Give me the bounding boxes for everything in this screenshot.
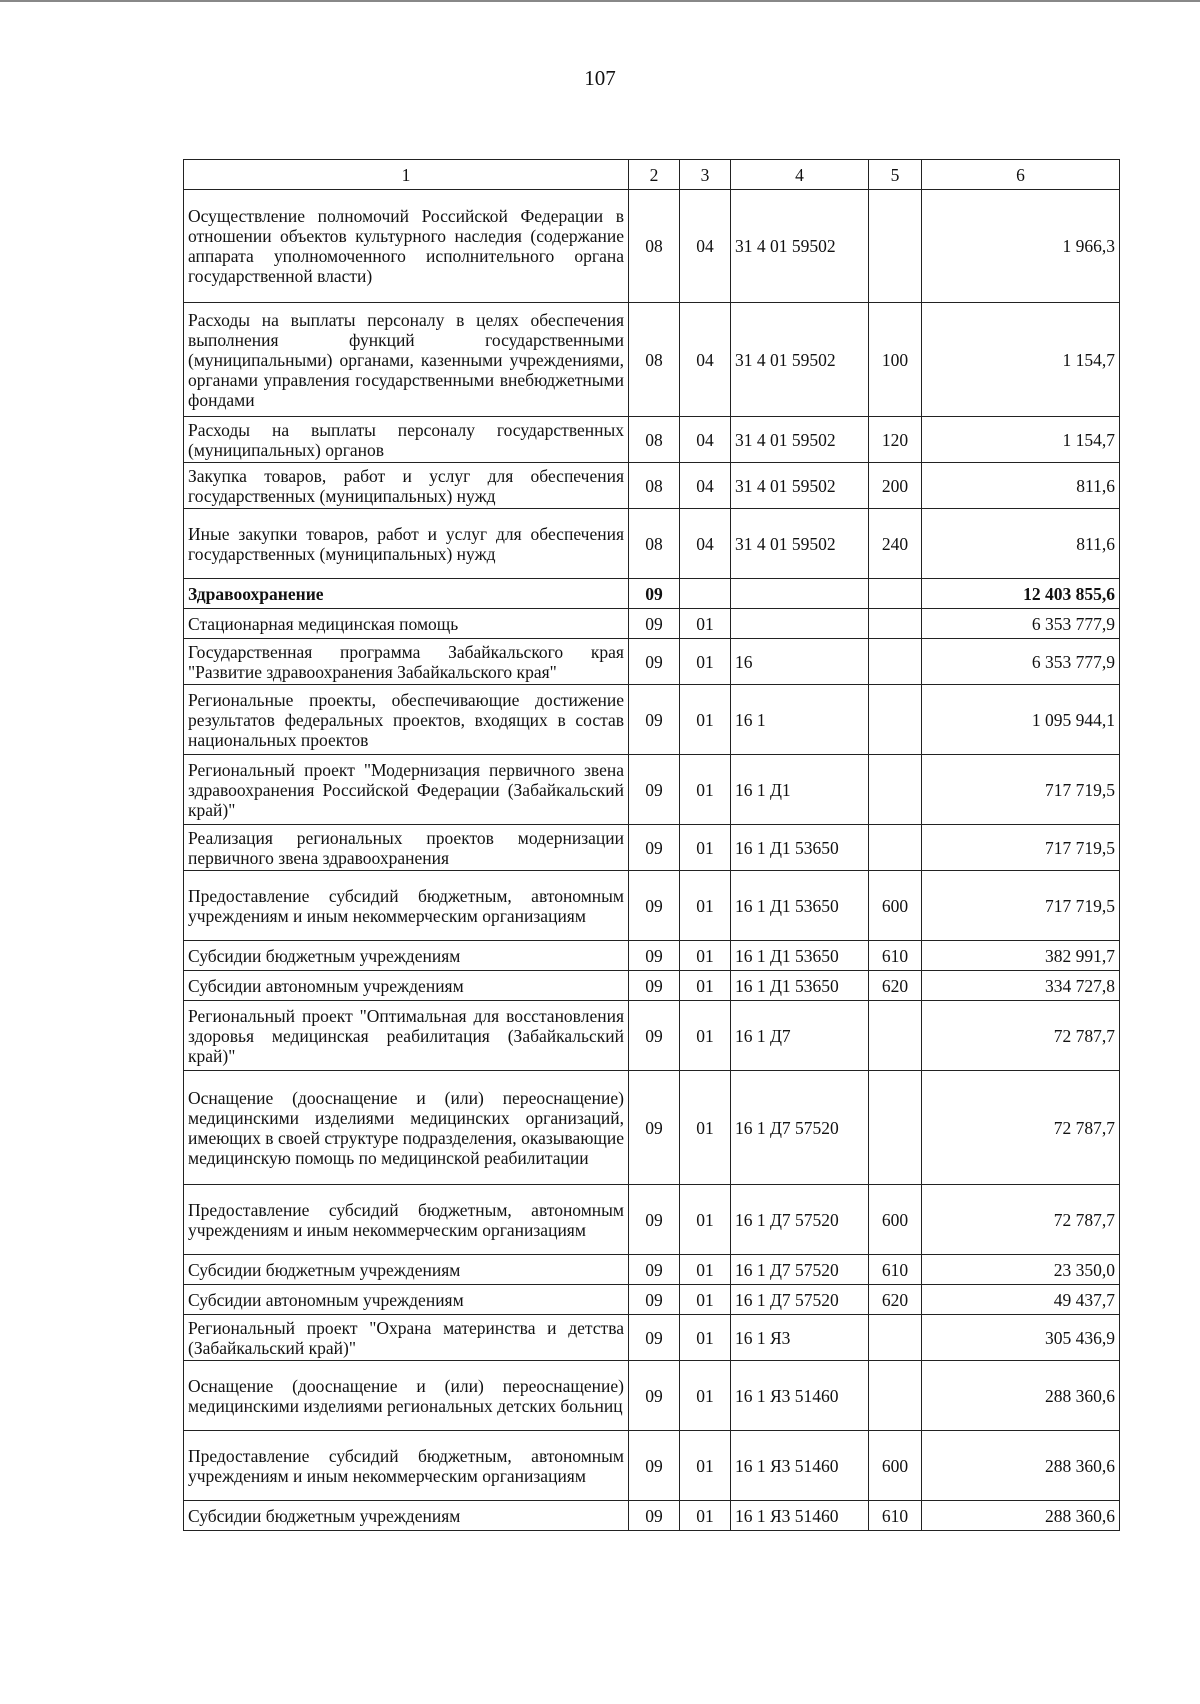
row-target-article-cell: 31 4 01 59502: [731, 417, 869, 463]
row-amount-cell: 811,6: [922, 463, 1120, 509]
table-row: [184, 609, 1120, 639]
row-name-cell: Субсидии бюджетным учреждениям: [184, 1255, 629, 1285]
row-section-cell: 08: [629, 303, 680, 417]
row-section-cell: 09: [629, 971, 680, 1001]
row-name-cell: Предоставление субсидий бюджетным, автономным учреждениям и иным некоммерческим организациям: [184, 1185, 629, 1255]
row-section-cell: 08: [629, 190, 680, 303]
row-subsection-cell: 01: [680, 609, 731, 639]
row-target-article-cell: 31 4 01 59502: [731, 190, 869, 303]
row-name-cell: Субсидии бюджетным учреждениям: [184, 941, 629, 971]
table-header-row: [184, 160, 1120, 190]
row-target-article-cell: [731, 609, 869, 639]
column-header-name: 1: [184, 160, 629, 190]
row-target-article-cell: 16 1 Д1 53650: [731, 941, 869, 971]
row-name-cell: Региональный проект "Охрана материнства и детства (Забайкальский край)": [184, 1315, 629, 1361]
row-expense-type-cell: [869, 755, 922, 825]
row-expense-type-cell: [869, 1361, 922, 1431]
row-section-cell: 09: [629, 579, 680, 609]
row-amount-cell: 334 727,8: [922, 971, 1120, 1001]
table-row: [184, 579, 1120, 609]
row-expense-type-cell: [869, 609, 922, 639]
table-row: [184, 1431, 1120, 1501]
row-target-article-cell: 16 1 Д7 57520: [731, 1285, 869, 1315]
row-target-article-cell: 16 1 Д1 53650: [731, 871, 869, 941]
row-expense-type-cell: 240: [869, 509, 922, 579]
row-name-cell: Региональные проекты, обеспечивающие достижение результатов федеральных проектов, входящих в состав национальных проектов: [184, 685, 629, 755]
row-target-article-cell: 16 1 Я3 51460: [731, 1501, 869, 1531]
row-amount-cell: 717 719,5: [922, 825, 1120, 871]
row-name-cell: Субсидии автономным учреждениям: [184, 971, 629, 1001]
row-subsection-cell: 01: [680, 941, 731, 971]
row-name-cell: Реализация региональных проектов модернизации первичного звена здравоохранения: [184, 825, 629, 871]
row-expense-type-cell: [869, 639, 922, 685]
row-expense-type-cell: [869, 190, 922, 303]
row-subsection-cell: 01: [680, 1255, 731, 1285]
row-name-cell: Государственная программа Забайкальского края "Развитие здравоохранения Забайкальского края": [184, 639, 629, 685]
row-name-cell: Региональный проект "Модернизация первичного звена здравоохранения Российской Федерации (Забайкальский край)": [184, 755, 629, 825]
table-body: [184, 160, 1120, 1531]
row-section-cell: 09: [629, 1071, 680, 1185]
row-target-article-cell: 16 1: [731, 685, 869, 755]
row-amount-cell: 811,6: [922, 509, 1120, 579]
row-subsection-cell: [680, 579, 731, 609]
table-row: [184, 509, 1120, 579]
row-section-cell: 09: [629, 1185, 680, 1255]
row-target-article-cell: 16 1 Д7 57520: [731, 1255, 869, 1285]
row-amount-cell: 717 719,5: [922, 755, 1120, 825]
row-amount-cell: 288 360,6: [922, 1501, 1120, 1531]
row-section-cell: 09: [629, 1501, 680, 1531]
row-expense-type-cell: 600: [869, 871, 922, 941]
row-amount-cell: 23 350,0: [922, 1255, 1120, 1285]
row-name-cell: Осуществление полномочий Российской Федерации в отношении объектов культурного наследия (содержание аппарата уполномоченного исполнительного органа государственной власти): [184, 190, 629, 303]
table-row: [184, 1285, 1120, 1315]
table-row: [184, 1255, 1120, 1285]
table-row: [184, 1071, 1120, 1185]
row-target-article-cell: 16 1 Я3 51460: [731, 1361, 869, 1431]
row-name-cell: Расходы на выплаты персоналу в целях обеспечения выполнения функций государственными (муниципальными) органами, казенными учреждениями, органами управления государственными внебюджетными фондами: [184, 303, 629, 417]
row-subsection-cell: 01: [680, 755, 731, 825]
row-target-article-cell: 16 1 Я3 51460: [731, 1431, 869, 1501]
row-expense-type-cell: 120: [869, 417, 922, 463]
row-target-article-cell: 31 4 01 59502: [731, 463, 869, 509]
row-subsection-cell: 04: [680, 190, 731, 303]
row-section-cell: 09: [629, 1255, 680, 1285]
row-subsection-cell: 01: [680, 1361, 731, 1431]
row-subsection-cell: 01: [680, 971, 731, 1001]
table-row: [184, 1315, 1120, 1361]
row-expense-type-cell: 620: [869, 1285, 922, 1315]
column-header-subsection: 3: [680, 160, 731, 190]
row-name-cell: Расходы на выплаты персоналу государственных (муниципальных) органов: [184, 417, 629, 463]
row-amount-cell: 1 095 944,1: [922, 685, 1120, 755]
row-subsection-cell: 01: [680, 825, 731, 871]
row-subsection-cell: 01: [680, 685, 731, 755]
table-row: [184, 1185, 1120, 1255]
row-expense-type-cell: [869, 825, 922, 871]
row-amount-cell: 72 787,7: [922, 1071, 1120, 1185]
row-name-cell: Оснащение (дооснащение и (или) переоснащение) медицинскими изделиями медицинских организаций, имеющих в своей структуре подразделения, оказывающие медицинскую помощь по медицинской реабилитации: [184, 1071, 629, 1185]
row-section-cell: 09: [629, 1361, 680, 1431]
column-header-amount: 6: [922, 160, 1120, 190]
row-section-cell: 09: [629, 1431, 680, 1501]
row-name-cell: Субсидии бюджетным учреждениям: [184, 1501, 629, 1531]
row-amount-cell: 72 787,7: [922, 1001, 1120, 1071]
row-amount-cell: 72 787,7: [922, 1185, 1120, 1255]
row-expense-type-cell: 610: [869, 1255, 922, 1285]
row-section-cell: 09: [629, 639, 680, 685]
row-target-article-cell: 16 1 Д7 57520: [731, 1185, 869, 1255]
row-name-cell: Стационарная медицинская помощь: [184, 609, 629, 639]
row-amount-cell: 717 719,5: [922, 871, 1120, 941]
row-name-cell: Предоставление субсидий бюджетным, автономным учреждениям и иным некоммерческим организациям: [184, 871, 629, 941]
table-row: [184, 190, 1120, 303]
table-row: [184, 1501, 1120, 1531]
row-subsection-cell: 01: [680, 1431, 731, 1501]
row-expense-type-cell: [869, 579, 922, 609]
table-row: [184, 685, 1120, 755]
row-amount-cell: 6 353 777,9: [922, 609, 1120, 639]
table-row: [184, 825, 1120, 871]
row-expense-type-cell: 100: [869, 303, 922, 417]
row-name-cell: Здравоохранение: [184, 579, 629, 609]
row-subsection-cell: 01: [680, 1315, 731, 1361]
row-expense-type-cell: [869, 1315, 922, 1361]
row-expense-type-cell: [869, 1001, 922, 1071]
column-header-expense-type: 5: [869, 160, 922, 190]
row-target-article-cell: 16 1 Д7: [731, 1001, 869, 1071]
row-name-cell: Предоставление субсидий бюджетным, автономным учреждениям и иным некоммерческим организациям: [184, 1431, 629, 1501]
row-target-article-cell: 31 4 01 59502: [731, 509, 869, 579]
row-target-article-cell: [731, 579, 869, 609]
row-section-cell: 08: [629, 509, 680, 579]
row-amount-cell: 382 991,7: [922, 941, 1120, 971]
row-target-article-cell: 16 1 Я3: [731, 1315, 869, 1361]
row-subsection-cell: 04: [680, 303, 731, 417]
row-section-cell: 08: [629, 463, 680, 509]
row-section-cell: 09: [629, 941, 680, 971]
table-row: [184, 639, 1120, 685]
row-expense-type-cell: 610: [869, 1501, 922, 1531]
table-row: [184, 1361, 1120, 1431]
row-subsection-cell: 04: [680, 509, 731, 579]
row-target-article-cell: 16: [731, 639, 869, 685]
table-row: [184, 971, 1120, 1001]
row-section-cell: 09: [629, 1001, 680, 1071]
row-target-article-cell: 16 1 Д1 53650: [731, 971, 869, 1001]
row-expense-type-cell: 600: [869, 1185, 922, 1255]
row-name-cell: Иные закупки товаров, работ и услуг для обеспечения государственных (муниципальных) нужд: [184, 509, 629, 579]
row-amount-cell: 12 403 855,6: [922, 579, 1120, 609]
row-name-cell: Оснащение (дооснащение и (или) переоснащение) медицинскими изделиями региональных детских больниц: [184, 1361, 629, 1431]
row-section-cell: 09: [629, 755, 680, 825]
row-expense-type-cell: 610: [869, 941, 922, 971]
table-row: [184, 941, 1120, 971]
table-row: [184, 1001, 1120, 1071]
row-subsection-cell: 01: [680, 1071, 731, 1185]
row-target-article-cell: 16 1 Д7 57520: [731, 1071, 869, 1185]
row-amount-cell: 1 966,3: [922, 190, 1120, 303]
row-subsection-cell: 01: [680, 1285, 731, 1315]
row-amount-cell: 305 436,9: [922, 1315, 1120, 1361]
row-expense-type-cell: [869, 1071, 922, 1185]
row-section-cell: 09: [629, 825, 680, 871]
row-amount-cell: 288 360,6: [922, 1431, 1120, 1501]
row-amount-cell: 49 437,7: [922, 1285, 1120, 1315]
table-row: [184, 303, 1120, 417]
row-target-article-cell: 16 1 Д1 53650: [731, 825, 869, 871]
row-target-article-cell: 31 4 01 59502: [731, 303, 869, 417]
row-name-cell: Закупка товаров, работ и услуг для обеспечения государственных (муниципальных) нужд: [184, 463, 629, 509]
row-section-cell: 09: [629, 871, 680, 941]
row-amount-cell: 6 353 777,9: [922, 639, 1120, 685]
row-name-cell: Региональный проект "Оптимальная для восстановления здоровья медицинская реабилитация (Забайкальский край)": [184, 1001, 629, 1071]
table-row: [184, 755, 1120, 825]
table-row: [184, 463, 1120, 509]
top-border-line: [0, 0, 1200, 2]
page-number: 107: [584, 66, 616, 90]
row-name-cell: Субсидии автономным учреждениям: [184, 1285, 629, 1315]
row-amount-cell: 1 154,7: [922, 303, 1120, 417]
row-subsection-cell: 04: [680, 463, 731, 509]
row-section-cell: 09: [629, 685, 680, 755]
row-amount-cell: 288 360,6: [922, 1361, 1120, 1431]
row-subsection-cell: 01: [680, 639, 731, 685]
table-row: [184, 417, 1120, 463]
row-expense-type-cell: 620: [869, 971, 922, 1001]
row-expense-type-cell: 600: [869, 1431, 922, 1501]
row-subsection-cell: 01: [680, 871, 731, 941]
row-section-cell: 09: [629, 1315, 680, 1361]
table-row: [184, 871, 1120, 941]
column-header-section: 2: [629, 160, 680, 190]
row-section-cell: 09: [629, 1285, 680, 1315]
row-subsection-cell: 01: [680, 1185, 731, 1255]
row-amount-cell: 1 154,7: [922, 417, 1120, 463]
row-subsection-cell: 04: [680, 417, 731, 463]
row-section-cell: 08: [629, 417, 680, 463]
column-header-target-article: 4: [731, 160, 869, 190]
row-expense-type-cell: 200: [869, 463, 922, 509]
budget-table: [183, 159, 1120, 1531]
row-subsection-cell: 01: [680, 1001, 731, 1071]
row-section-cell: 09: [629, 609, 680, 639]
row-expense-type-cell: [869, 685, 922, 755]
row-target-article-cell: 16 1 Д1: [731, 755, 869, 825]
row-subsection-cell: 01: [680, 1501, 731, 1531]
